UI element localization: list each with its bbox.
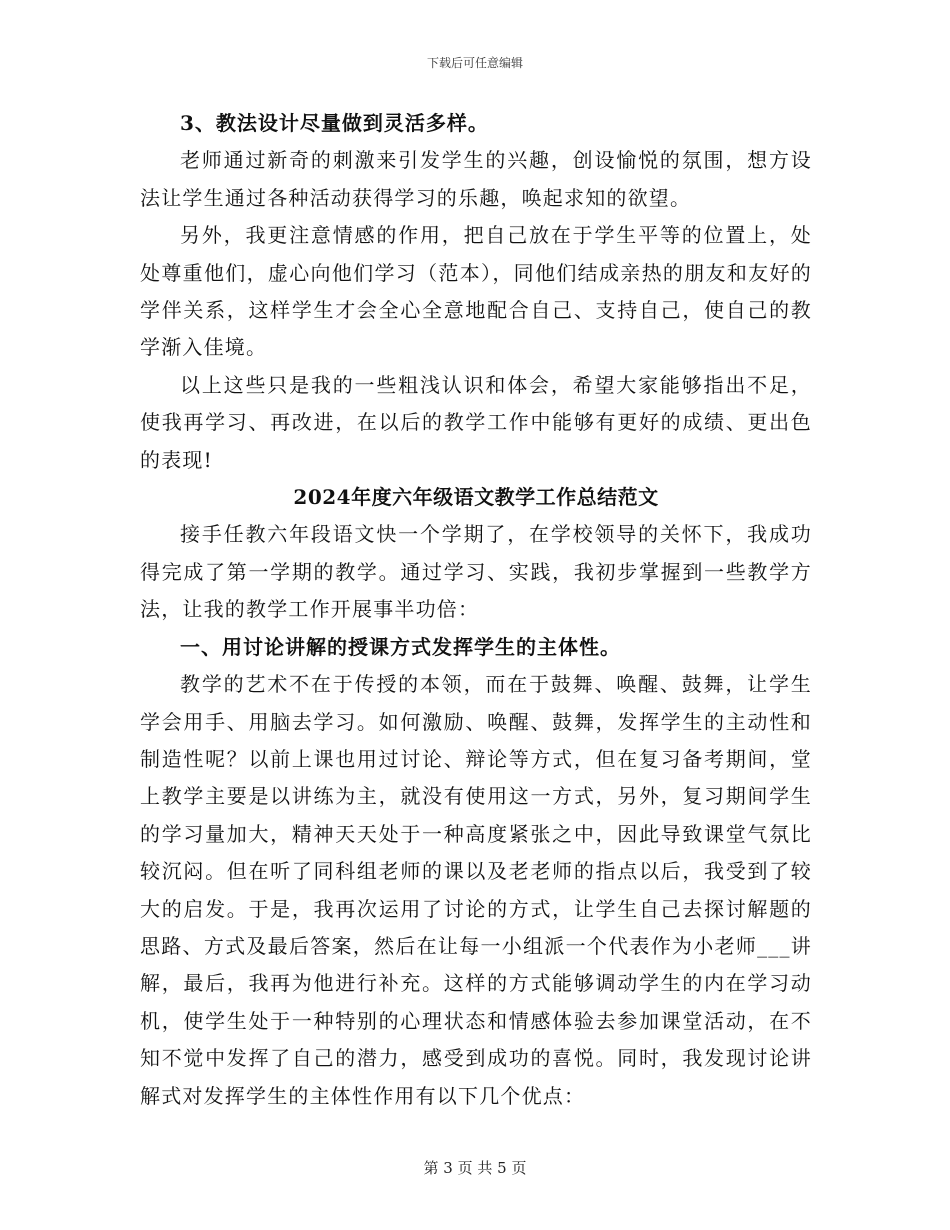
paragraph-4: 接手任教六年段语文快一个学期了，在学校领导的关怀下，我成功得完成了第一学期的教学。通过学习、实践，我初步掌握到一些教学方法，让我的教学工作开展事半功倍： (140, 522, 812, 622)
document-body (140, 105, 812, 1115)
document-title: 2024年度六年级语文教学工作总结范文 (293, 485, 659, 510)
paragraph-2: 另外，我更注意情感的作用，把自己放在于学生平等的位置上，处处尊重他们，虚心向他们学习（范本），同他们结成亲热的朋友和友好的学伴关系，这样学生才会全心全意地配合自己、支持自己，使自己的教学渐入佳境。 (140, 223, 812, 360)
page-number: 第 3 页 共 5 页 (423, 1159, 527, 1177)
section-1-heading: 一、用讨论讲解的授课方式发挥学生的主体性。 (180, 634, 621, 659)
section-3-heading: 3、教法设计尽量做到灵活多样。 (180, 111, 489, 135)
paragraph-5: 教学的艺术不在于传授的本领，而在于鼓舞、唤醒、鼓舞，让学生学会用手、用脑去学习。如何激励、唤醒、鼓舞，发挥学生的主动性和制造性呢？以前上课也用过讨论、辩论等方式，但在复习备考期间，堂上教学主要是以讲练为主，就没有使用这一方式，另外，复习期间学生的学习量加大，精神天天处于一种高度紧张之中，因此导致课堂气氛比较沉闷。但在听了同科组老师的课以及老老师的指点以后，我受到了较大的启发。于是，我再次运用了讨论的方式，让学生自己去探讨解题的思路、方式及最后答案，然后在让每一小组派一个代表作为小老师___讲解，最后，我再为他进行补充。这样的方式能够调动学生的内在学习动机，使学生处于一种特别的心理状态和情感体验去参加课堂活动，在不知不觉中发挥了自己的潜力，感受到成功的喜悦。同时，我发现讨论讲解式对发挥学生的主体性作用有以下几个优点： (140, 672, 812, 1108)
paragraph-1: 老师通过新奇的刺激来引发学生的兴趣，创设愉悦的氛围，想方设法让学生通过各种活动获得学习的乐趣，唤起求知的欲望。 (140, 148, 812, 210)
paragraph-3: 以上这些只是我的一些粗浅认识和体会，希望大家能够指出不足，使我再学习、再改进，在以后的教学工作中能够有更好的成绩、更出色的表现! (140, 372, 812, 472)
page-header-note: 下载后可任意编辑 (426, 56, 523, 70)
